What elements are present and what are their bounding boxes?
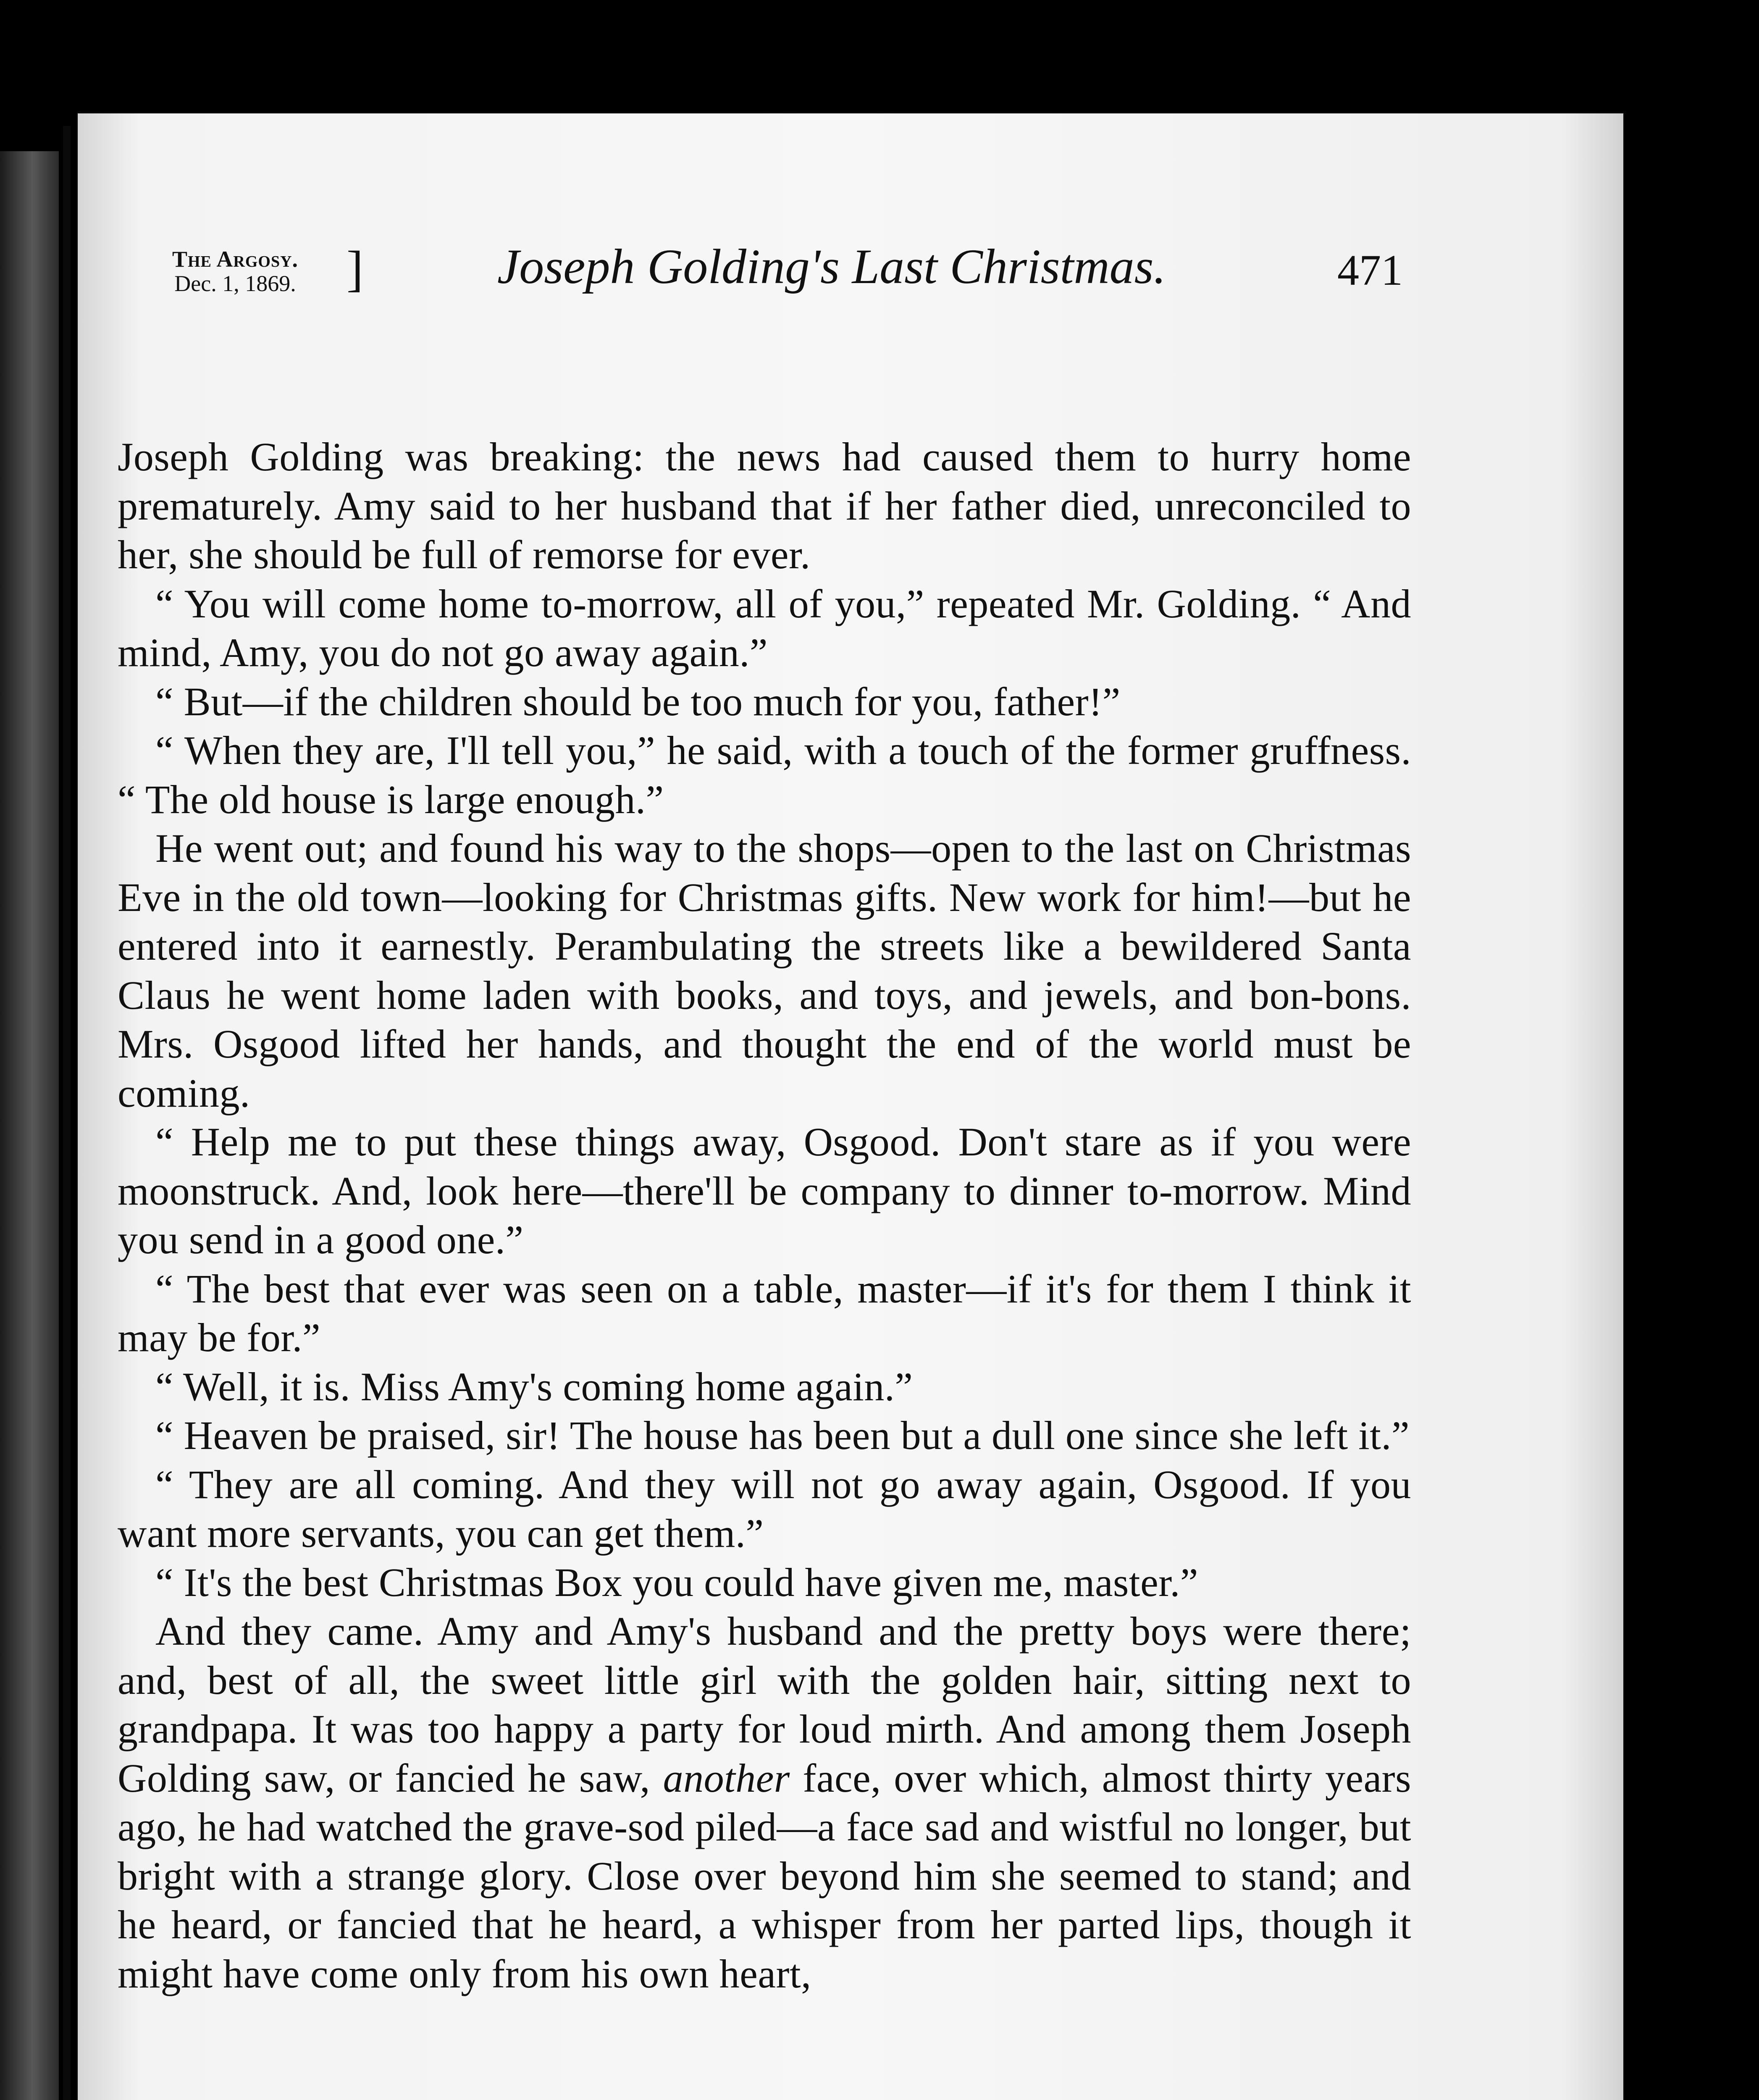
- page-gutter: [63, 126, 71, 2100]
- paragraph: “ But—if the children should be too much for you, father!”: [155, 679, 1121, 724]
- paragraph: Joseph Golding was breaking: the news had caused them to hurry home prematurely. Amy said to her husband that if her father died, unreconciled to her, she should be full of remorse for ever.: [118, 434, 1411, 577]
- paragraph: “ It's the best Christmas Box you could have given me, master.”: [155, 1559, 1198, 1605]
- emphasized-word: another: [663, 1755, 790, 1801]
- final-paragraph: [118, 1607, 1411, 1998]
- journal-name: The Argosy.: [172, 247, 299, 272]
- paragraph: “ The best that ever was seen on a table, master—if it's for them I think it may be for.”: [118, 1266, 1411, 1360]
- previous-page-edge: [0, 151, 59, 2100]
- paragraph: “ You will come home to-morrow, all of you,” repeated Mr. Golding. “ And mind, Amy, you do not go away again.”: [118, 581, 1411, 675]
- paragraph: “ Help me to put these things away, Osgood. Don't stare as if you were moonstruck. And, look here—there'll be company to dinner to-morrow. Mind you send in a good one.”: [118, 1119, 1411, 1262]
- paragraph: “ They are all coming. And they will not go away again, Osgood. If you want more servants, you can get them.”: [118, 1462, 1411, 1556]
- paragraph: “ Heaven be praised, sir! The house has been but a dull one since she left it.”: [155, 1413, 1410, 1458]
- paragraph: “ Well, it is. Miss Amy's coming home again.”: [155, 1364, 913, 1409]
- body-text: [118, 433, 1411, 1998]
- running-title: Joseph Golding's Last Christmas.: [497, 239, 1166, 294]
- issue-date: Dec. 1, 1869.: [174, 271, 296, 296]
- paragraph-text: And they came. Amy and Amy's husband and the pretty boys were there; and, best of all, the sweet little girl with the golden hair, sitting next to grandpapa. It was too happy a party for loud mirth. And among them Joseph Golding saw, or fancied he saw,: [118, 1609, 1411, 1801]
- paragraph: “ When they are, I'll tell you,” he said, with a touch of the former gruffness. “ The old house is large enough.”: [118, 728, 1411, 822]
- paragraph: He went out; and found his way to the shops—open to the last on Christmas Eve in the old town—looking for Christmas gifts. New work for him!—but he entered into it earnestly. Perambulating the streets like a bewildered Santa Claus he went home laden with books, and toys, and jewels, and bon-bons. Mrs. Osgood lifted her hands, and thought the end of the world must be coming.: [118, 826, 1411, 1116]
- source-citation: [118, 247, 353, 296]
- running-head: [118, 235, 1403, 319]
- citation-bracket: ]: [347, 241, 363, 297]
- paragraph-text: face, over which, almost thirty years ago, he had watched the grave-sod piled—a face sad and wistful no longer, but bright with a strange glory. Close over beyond him she seemed to stand; and he heard, or fancied that he heard, a whisper from her parted lips, though it might have come only from his own heart,: [118, 1755, 1412, 1996]
- page-number: 471: [1337, 246, 1403, 294]
